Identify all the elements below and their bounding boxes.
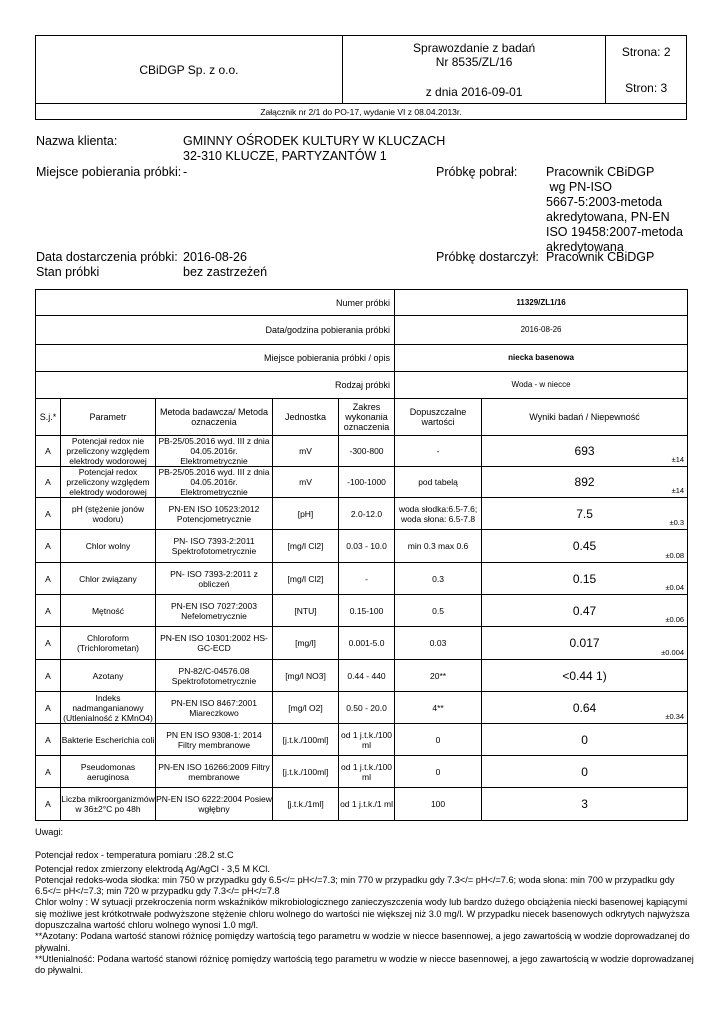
cell-sj: A	[36, 563, 61, 595]
report-number: Nr 8535/ZL/16	[435, 54, 513, 69]
cell-range: od 1 j.t.k./1 ml	[339, 788, 395, 821]
note-line: Chlor wolny : W sytuacji przekroczenia norm wskaźników mikrobiologicznego zanieczyszczenia wody lub bardzo dużego obciążenia niecki basenowej kąpiącymi się możliwe jest krótkotrwałe podwyższone stężenie chloru wolnego do wartości nie większej niż 3.0 mg/l. W przypadku niecek basenowych odkrytych najwyższa dopuszczalna wartość chloru wolnego wynosi 1.0 mg/l.	[35, 897, 690, 931]
cell-param: Chlor wolny	[61, 530, 156, 563]
col-param: Parametr	[61, 399, 156, 436]
sample-state-label: Stan próbki	[36, 265, 100, 279]
cell-param: Liczba mikroorganizmów w 36±2°C po 48h	[61, 788, 156, 821]
sampler-line: akredytowana, PN-EN	[546, 210, 670, 224]
cell-param: Mętność	[61, 595, 156, 627]
result-value: 0	[581, 764, 588, 779]
cell-sj: A	[36, 627, 61, 660]
table-row	[36, 595, 688, 627]
report-header	[35, 35, 687, 120]
sampler-line: Pracownik CBiDGP	[546, 165, 655, 179]
cell-allowed: 100	[395, 788, 482, 821]
cell-result	[482, 724, 688, 756]
cell-method: PN-EN ISO 16266:2009 Filtry membranowe	[156, 756, 273, 788]
result-uncertainty: ±0.34	[665, 712, 685, 721]
page-number: Strona: 2	[621, 44, 671, 59]
sample-number-label: Numer próbki	[36, 290, 395, 316]
cell-param: Pseudomonas aeruginosa	[61, 756, 156, 788]
cell-unit: [pH]	[273, 498, 339, 530]
result-value: 892	[574, 475, 595, 489]
cell-param: Chloroform (Trichlorometan)	[61, 627, 156, 660]
cell-sj: A	[36, 595, 61, 627]
col-allowed: Dopuszczalne wartości	[395, 399, 482, 436]
cell-allowed: 0	[395, 756, 482, 788]
client-name-line2: 32-310 KLUCZE, PARTYZANTÓW 1	[183, 149, 387, 163]
cell-unit: [j.t.k./1ml]	[273, 788, 339, 821]
cell-allowed: -	[395, 436, 482, 467]
cell-sj: A	[36, 467, 61, 498]
cell-param: Potencjał redox nie przeliczony względem elektrody wodorowej	[61, 436, 156, 467]
cell-method: PB-25/05.2016 wyd. III z dnia 04.05.2016r. Elektrometrycznie	[156, 467, 273, 498]
cell-unit: [mg/l NO3]	[273, 660, 339, 692]
sample-number-value: 11329/ZL1/16	[395, 290, 688, 316]
client-name-line1: GMINNY OŚRODEK KULTURY W KLUCZACH	[183, 134, 446, 148]
cell-result	[482, 563, 688, 595]
company-name: CBiDGP Sp. z o.o.	[36, 36, 343, 104]
sample-kind-value: Woda - w niecce	[395, 372, 688, 399]
cell-unit: mV	[273, 436, 339, 467]
result-value: 0.017	[569, 636, 600, 650]
table-row	[36, 436, 688, 467]
col-unit: Jednostka	[273, 399, 339, 436]
result-uncertainty: ±0.06	[665, 615, 685, 624]
sampling-place-label: Miejsce pobierania próbki:	[36, 165, 182, 179]
result-value: 0.47	[572, 603, 597, 618]
sampler-label: Próbkę pobrał:	[436, 165, 518, 179]
cell-sj: A	[36, 498, 61, 530]
sample-kind-label: Rodzaj próbki	[36, 372, 395, 399]
cell-range: -300-800	[339, 436, 395, 467]
sampling-place-value: -	[183, 165, 188, 179]
table-row	[36, 756, 688, 788]
cell-range: 0.15-100	[339, 595, 395, 627]
table-row	[36, 788, 688, 821]
cell-sj: A	[36, 530, 61, 563]
cell-allowed: 4**	[395, 692, 482, 724]
cell-result	[482, 498, 688, 530]
cell-range: 0.44 - 440	[339, 660, 395, 692]
cell-allowed: 0.5	[395, 595, 482, 627]
cell-unit: [j.t.k./100ml]	[273, 756, 339, 788]
results-table	[35, 289, 688, 821]
cell-allowed: 20**	[395, 660, 482, 692]
cell-method: PN EN ISO 9308-1: 2014 Filtry membranowe	[156, 724, 273, 756]
column-header-row	[36, 399, 688, 436]
cell-range: od 1 j.t.k./100 ml	[339, 724, 395, 756]
deliverer-label: Próbkę dostarczył:	[436, 250, 539, 264]
result-uncertainty: ±0.004	[661, 648, 685, 657]
cell-result	[482, 788, 688, 821]
cell-method: PN-82/C-04576.08 Spektrofotometrycznie	[156, 660, 273, 692]
cell-method: PN- ISO 7393-2:2011 Spektrofotometrycznie	[156, 530, 273, 563]
cell-sj: A	[36, 756, 61, 788]
table-row	[36, 660, 688, 692]
cell-param: pH (stężenie jonów wodoru)	[61, 498, 156, 530]
cell-unit: mV	[273, 467, 339, 498]
note-line: **Utlenialność: Podana wartość stanowi różnicę pomiędzy wartością tego parametru w wodzie w niecce basennowej, a jego zawartością w wodzie doprowadzanej do pływalni.	[35, 953, 694, 976]
sampling-place-desc-value: niecka basenowa	[395, 345, 688, 372]
cell-allowed: 0.3	[395, 563, 482, 595]
cell-range: 0.001-5.0	[339, 627, 395, 660]
cell-result	[482, 660, 688, 692]
report-title	[342, 36, 605, 104]
note-line: Potencjał redoks-woda słodka: min 750 w przypadku gdy 6.5</= pH</=7.3; min 770 w przypadku gdy 7.3</= pH</=7.6; woda słona: min 700 w przypadku gdy 6.5</= pH</=7.3; min 720 w przypadku gdy 7.3</= pH</=7.8	[35, 874, 675, 897]
delivery-date-label: Data dostarczenia próbki:	[36, 250, 178, 264]
cell-result	[482, 530, 688, 563]
cell-param: Azotany	[61, 660, 156, 692]
cell-method: PN-EN ISO 10301:2002 HS-GC-ECD	[156, 627, 273, 660]
notes-section	[35, 827, 695, 977]
cell-result	[482, 467, 688, 498]
result-value: <0.44 1)	[562, 668, 607, 683]
table-row	[36, 563, 688, 595]
cell-method: PN-EN ISO 7027:2003 Nefelometrycznie	[156, 595, 273, 627]
table-row	[36, 724, 688, 756]
cell-result	[482, 692, 688, 724]
cell-param: Bakterie Escherichia coli	[61, 724, 156, 756]
cell-param: Indeks nadmanganianowy (Utlenialność z KMnO4)	[61, 692, 156, 724]
note-line: Potencjał redox - temperatura pomiaru :28.2 st.C	[35, 850, 234, 861]
sampler-line: ISO 19458:2007-metoda	[546, 225, 683, 239]
cell-method: PN-EN ISO 10523:2012 Potencjometrycznie	[156, 498, 273, 530]
cell-allowed: 0.03	[395, 627, 482, 660]
report-title-line1: Sprawozdanie z badań	[413, 40, 536, 55]
cell-range: 0.03 - 10.0	[339, 530, 395, 563]
cell-range: -100-1000	[339, 467, 395, 498]
cell-range: 0.50 - 20.0	[339, 692, 395, 724]
cell-allowed: pod tabelą	[395, 467, 482, 498]
result-uncertainty: ±0.3	[669, 518, 685, 527]
cell-unit: [mg/l Cl2]	[273, 530, 339, 563]
table-row	[36, 530, 688, 563]
note-line: Potencjał redox zmierzony elektrodą Ag/AgCl - 3,5 M KCl.	[35, 863, 270, 874]
col-method: Metoda badawcza/ Metoda oznaczenia	[156, 399, 273, 436]
cell-range: od 1 j.t.k./100 ml	[339, 756, 395, 788]
page-info	[606, 36, 687, 104]
result-value: 3	[581, 797, 588, 811]
result-value: 0	[581, 732, 588, 747]
result-value: 0.64	[572, 700, 597, 715]
table-row	[36, 692, 688, 724]
cell-result	[482, 756, 688, 788]
cell-param: Potencjał redox przeliczony względem elektrody wodorowej	[61, 467, 156, 498]
result-value: 693	[574, 444, 595, 458]
attachment-note: Załącznik nr 2/1 do PO-17, wydanie VI z 08.04.2013r.	[36, 104, 687, 120]
result-uncertainty: ±0.08	[665, 551, 685, 560]
cell-unit: [mg/l]	[273, 627, 339, 660]
cell-sj: A	[36, 436, 61, 467]
cell-allowed: woda słodka:6.5-7.6; woda słona: 6.5-7.8	[395, 498, 482, 530]
col-result: Wyniki badań / Niepewność	[482, 399, 688, 436]
cell-unit: [j.t.k./100ml]	[273, 724, 339, 756]
sampling-place-desc-label: Miejsce pobierania próbki / opis	[36, 345, 395, 372]
table-row	[36, 498, 688, 530]
sampler-line: 5667-5:2003-metoda	[546, 195, 663, 209]
sample-state-value: bez zastrzeżeń	[183, 265, 268, 279]
cell-sj: A	[36, 692, 61, 724]
table-row	[36, 467, 688, 498]
result-value: 0.15	[572, 571, 597, 586]
cell-unit: [NTU]	[273, 595, 339, 627]
delivery-date-value: 2016-08-26	[183, 250, 247, 264]
cell-unit: [mg/l O2]	[273, 692, 339, 724]
result-uncertainty: ±14	[671, 455, 685, 464]
cell-result	[482, 595, 688, 627]
cell-sj: A	[36, 724, 61, 756]
sampler-line: wg PN-ISO	[546, 180, 612, 194]
notes-title: Uwagi:	[35, 827, 64, 837]
col-sj: S.j.*	[36, 399, 61, 436]
sampling-datetime-value: 2016-08-26	[395, 316, 688, 345]
table-row	[36, 627, 688, 660]
cell-sj: A	[36, 788, 61, 821]
cell-result	[482, 436, 688, 467]
deliverer-value: Pracownik CBiDGP	[546, 250, 655, 264]
cell-unit: [mg/l Cl2]	[273, 563, 339, 595]
result-uncertainty: ±14	[671, 486, 685, 495]
cell-param: Chlor związany	[61, 563, 156, 595]
cell-method: PN-EN ISO 8467:2001 Miareczkowo	[156, 692, 273, 724]
cell-range: 2.0-12.0	[339, 498, 395, 530]
client-name-label: Nazwa klienta:	[36, 134, 118, 148]
col-range: Zakres wykonania oznaczenia	[339, 399, 395, 436]
sampler-line: akredytowana	[546, 240, 624, 254]
cell-method: PB-25/05.2016 wyd. III z dnia 04.05.2016r. Elektrometrycznie	[156, 436, 273, 467]
result-value: 0.45	[572, 539, 597, 553]
page-count: Stron: 3	[625, 80, 668, 95]
cell-method: PN- ISO 7393-2:2011 z obliczeń	[156, 563, 273, 595]
cell-allowed: min 0.3 max 0.6	[395, 530, 482, 563]
result-value: 7.5	[576, 506, 593, 521]
cell-sj: A	[36, 660, 61, 692]
report-date: z dnia 2016-09-01	[425, 84, 523, 99]
sampling-datetime-label: Data/godzina pobierania próbki	[36, 316, 395, 345]
cell-allowed: 0	[395, 724, 482, 756]
note-line: **Azotany: Podana wartość stanowi różnicę pomiędzy wartością tego parametru w wodzie w niecce basennowej, a jego zawartością w wodzie doprowadzanej do pływalni.	[35, 931, 690, 953]
result-uncertainty: ±0.04	[665, 583, 685, 592]
sampler-value	[546, 165, 683, 255]
cell-method: PN-EN ISO 6222:2004 Posiew wgłębny	[156, 788, 273, 821]
cell-range: -	[339, 563, 395, 595]
cell-result	[482, 627, 688, 660]
